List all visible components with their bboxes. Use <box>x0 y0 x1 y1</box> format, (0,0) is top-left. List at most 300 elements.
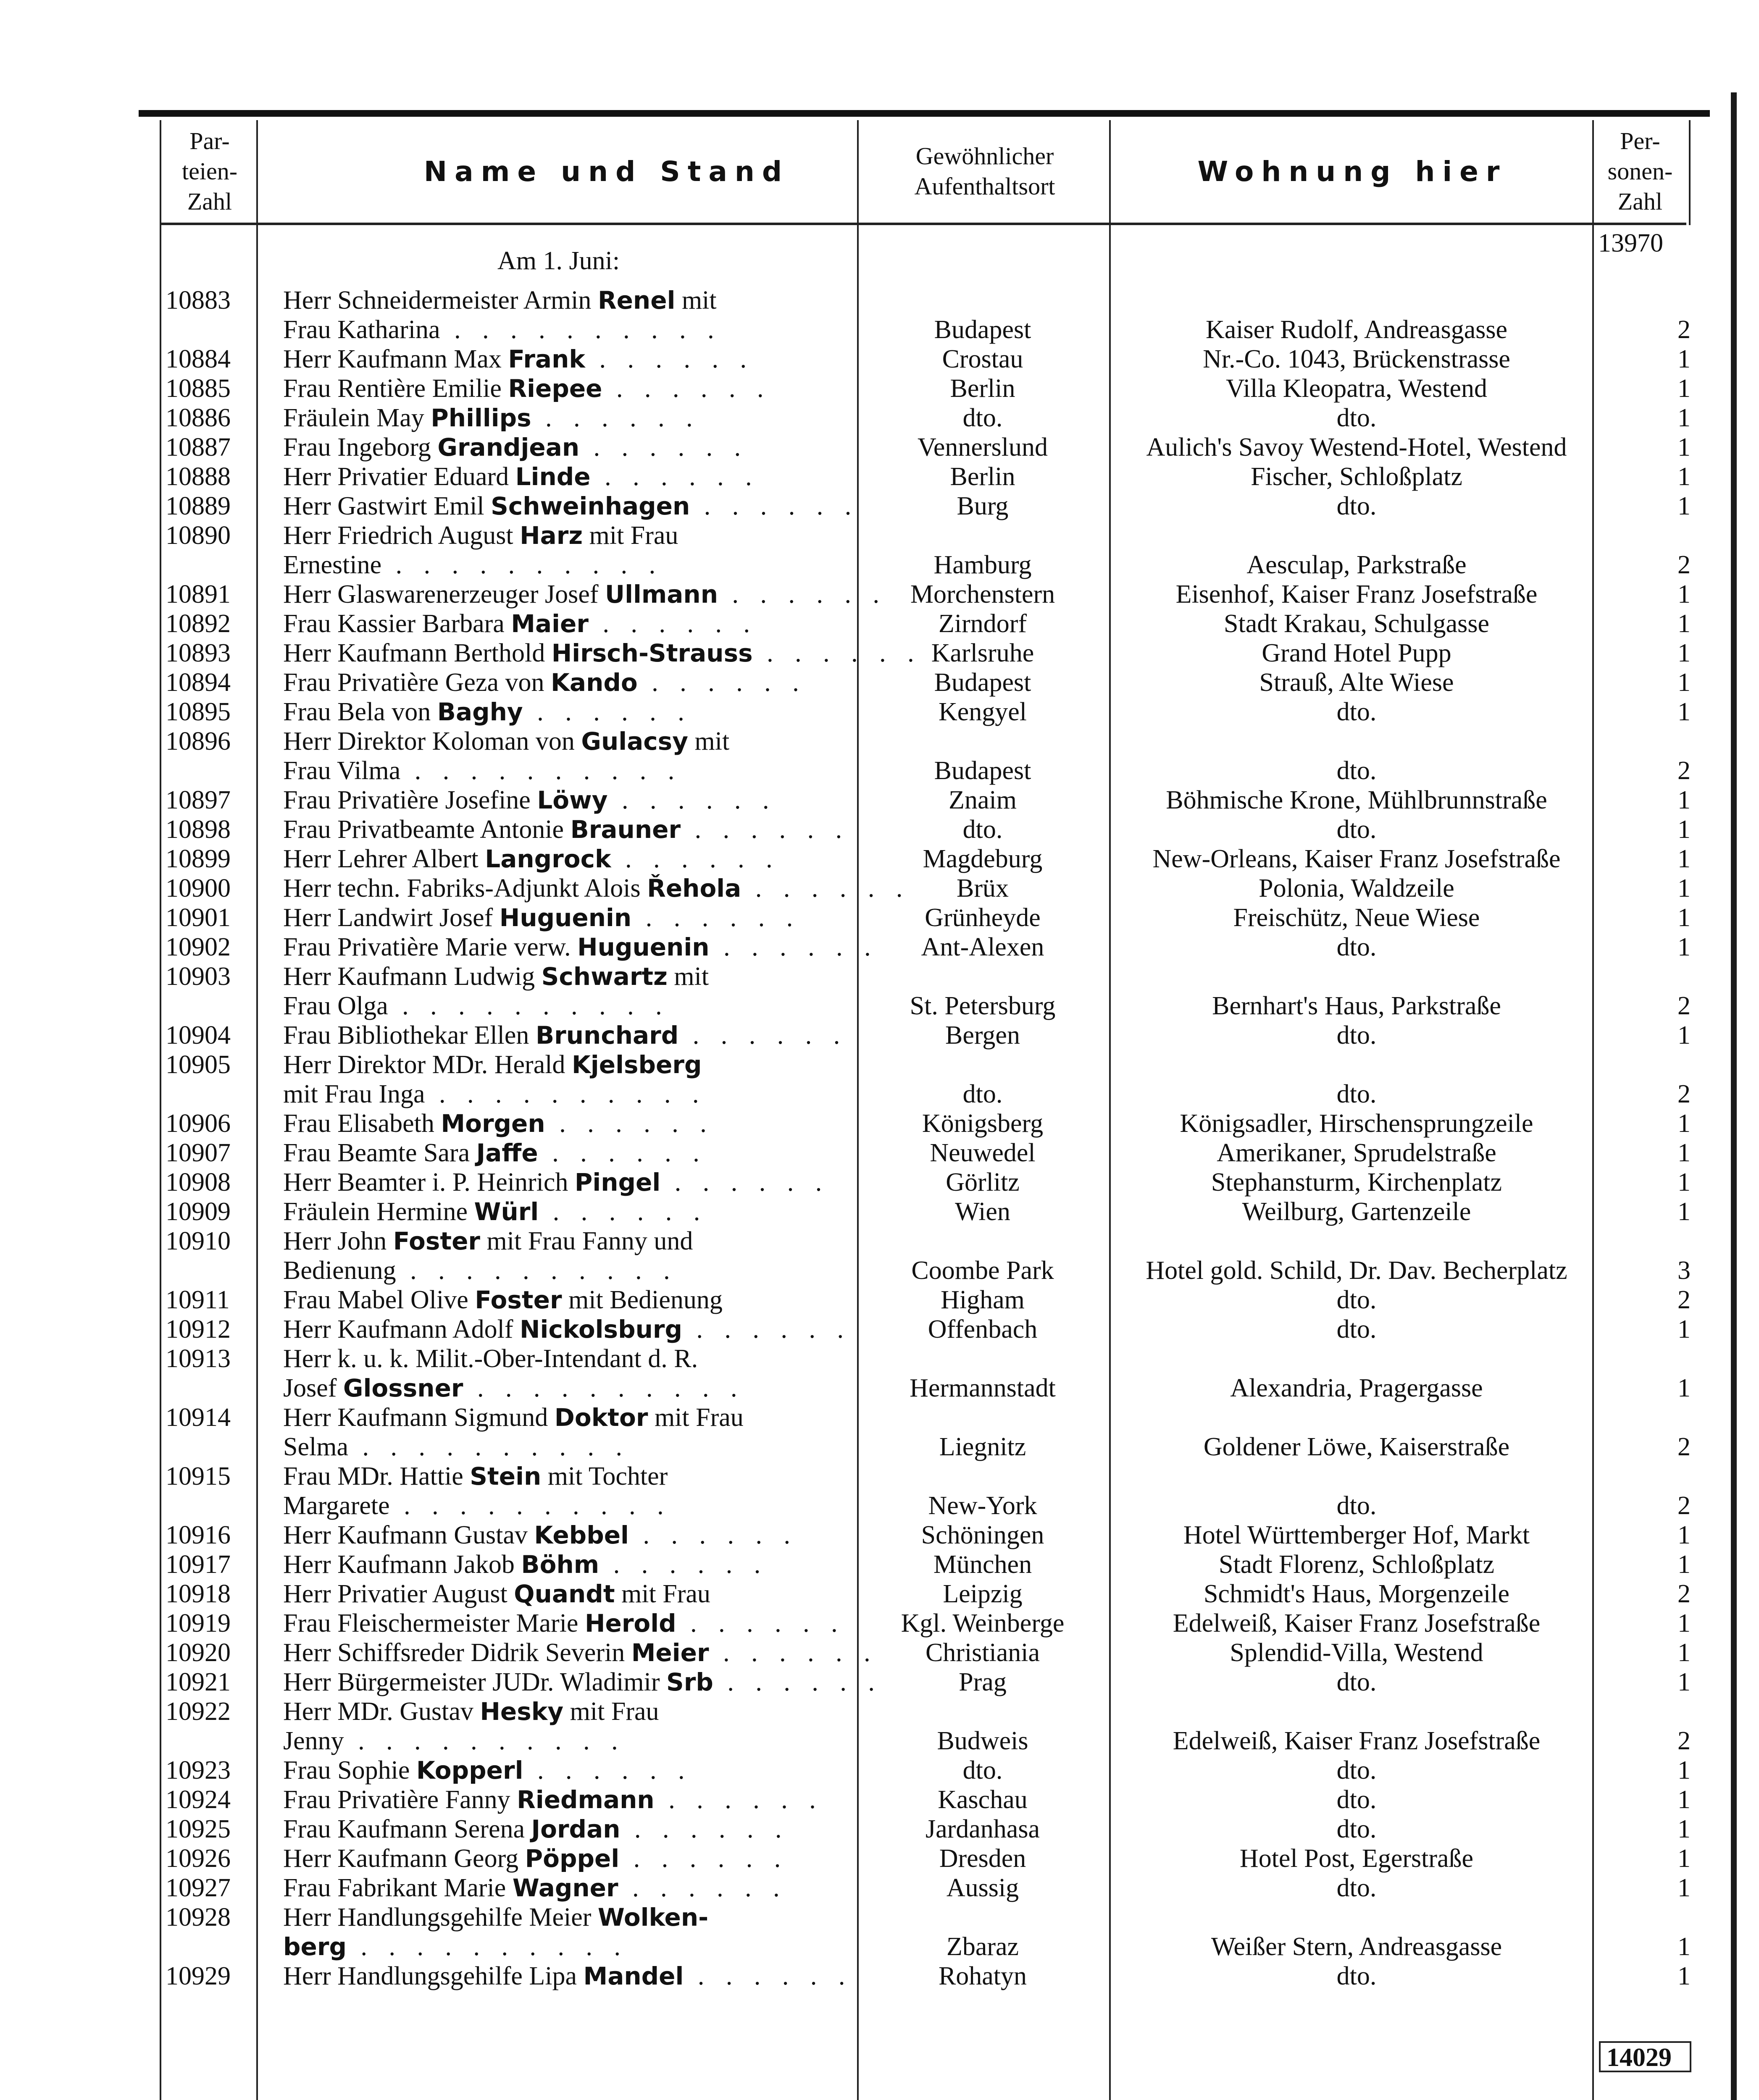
entry-row <box>161 1638 1691 1667</box>
persons-count: 1 <box>1677 609 1691 638</box>
surname: Kjelsberg <box>571 1050 702 1079</box>
leader-dots: . . . . . . <box>709 1638 878 1667</box>
usual-residence: Berlin <box>950 462 1015 491</box>
persons-count: 2 <box>1677 551 1691 579</box>
persons-count: 1 <box>1677 639 1691 667</box>
name-prefix: Frau Fleischermeister Marie <box>283 1609 585 1638</box>
usual-residence: Higham <box>941 1286 1025 1314</box>
persons-count: 1 <box>1677 786 1691 814</box>
local-address: Polonia, Waldzeile <box>1259 874 1454 903</box>
local-address: Freischütz, Neue Wiese <box>1233 903 1480 932</box>
surname: Hesky <box>480 1697 564 1726</box>
usual-residence: Kgl. Weinberge <box>901 1609 1065 1638</box>
surname: Grandjean <box>437 433 580 462</box>
entry-row <box>161 785 1691 815</box>
leader-dots: . . . . . . <box>752 639 922 667</box>
usual-residence: Burg <box>957 492 1009 520</box>
usual-residence: Görlitz <box>946 1168 1020 1197</box>
local-address: dto. <box>1336 1315 1377 1344</box>
persons-count: 2 <box>1677 992 1691 1020</box>
name-prefix: Josef <box>283 1374 343 1402</box>
local-address: Böhmische Krone, Mühlbrunnstraße <box>1166 786 1547 814</box>
party-number: 10904 <box>166 1021 231 1050</box>
surname: Löwy <box>537 786 608 814</box>
persons-count: 1 <box>1677 1021 1691 1050</box>
persons-count: 1 <box>1677 1521 1691 1549</box>
leader-dots: . . . . . . <box>523 1756 692 1785</box>
surname: Baghy <box>437 698 523 726</box>
party-number: 10897 <box>166 786 231 814</box>
entry-row <box>161 697 1691 727</box>
persons-count: 1 <box>1677 1374 1691 1402</box>
entry-row <box>161 1903 1691 1961</box>
local-address: Alexandria, Pragergasse <box>1230 1374 1483 1402</box>
entry-row <box>161 1344 1691 1403</box>
name-prefix: Frau Kaufmann Serena <box>283 1815 531 1843</box>
leader-dots: . . . . . . <box>690 492 859 520</box>
local-address: Aulich's Savoy Westend-Hotel, Westend <box>1146 433 1567 462</box>
name-suffix: mit Bedienung <box>562 1286 723 1314</box>
usual-residence: Magdeburg <box>923 845 1043 873</box>
name-prefix: Frau Mabel Olive <box>283 1286 475 1314</box>
surname: Pöppel <box>525 1844 620 1873</box>
entry-row <box>161 1697 1691 1756</box>
persons-count: 1 <box>1677 1874 1691 1902</box>
name-prefix: Herr Glaswarenerzeuger Josef <box>283 580 605 609</box>
local-address: Schmidt's Haus, Morgenzeile <box>1203 1580 1510 1608</box>
name-suffix: mit Frau <box>583 521 678 550</box>
local-address: Hotel Post, Egerstraße <box>1239 1844 1474 1873</box>
local-address: Bernhart's Haus, Parkstraße <box>1212 992 1501 1020</box>
local-address: Kaiser Rudolf, Andreasgasse <box>1206 315 1507 344</box>
entry-row <box>161 1844 1691 1873</box>
party-number: 10924 <box>166 1785 231 1814</box>
leader-dots: . . . . . . . . . . <box>463 1374 745 1402</box>
leader-dots: . . . . . . <box>620 1815 789 1843</box>
surname: Frank <box>508 345 585 373</box>
persons-count: 1 <box>1677 492 1691 520</box>
local-address: Königsadler, Hirschensprungzeile <box>1180 1109 1533 1138</box>
party-number: 10922 <box>166 1697 231 1726</box>
entry-row <box>161 1109 1691 1138</box>
surname: Foster <box>393 1227 481 1255</box>
persons-count: 1 <box>1677 1609 1691 1638</box>
surname: Kopperl <box>416 1756 523 1785</box>
party-number: 10884 <box>166 345 231 373</box>
name-continuation: Frau Olga <box>283 992 388 1020</box>
party-number: 10889 <box>166 492 231 520</box>
persons-count: 1 <box>1677 374 1691 403</box>
leader-dots: . . . . . . <box>539 1197 708 1226</box>
name-prefix: Herr Lehrer Albert <box>283 845 485 873</box>
local-address: Splendid-Villa, Westend <box>1230 1638 1483 1667</box>
party-number: 10910 <box>166 1227 231 1255</box>
name-prefix: Herr Schneidermeister Armin <box>283 286 598 315</box>
surname: Herold <box>584 1609 676 1638</box>
usual-residence: Rohatyn <box>938 1962 1027 1990</box>
persons-count: 2 <box>1677 1080 1691 1108</box>
local-address: dto. <box>1336 1815 1377 1843</box>
local-address: Hotel gold. Schild, Dr. Dav. Becherplatz <box>1146 1256 1567 1285</box>
surname: Srb <box>666 1668 713 1696</box>
name-prefix: Frau MDr. Hattie <box>283 1462 470 1491</box>
local-address: Grand Hotel Pupp <box>1262 639 1451 667</box>
entry-row <box>161 1961 1691 1991</box>
usual-residence: Jardanhasa <box>926 1815 1040 1843</box>
entry-row <box>161 874 1691 903</box>
usual-residence: Budweis <box>937 1727 1028 1755</box>
surname: berg <box>283 1932 347 1961</box>
usual-residence: Kengyel <box>938 698 1027 726</box>
party-number: 10929 <box>166 1962 231 1990</box>
persons-count: 1 <box>1677 404 1691 432</box>
usual-residence: dto. <box>962 1756 1003 1785</box>
persons-count: 1 <box>1677 1844 1691 1873</box>
persons-count: 2 <box>1677 315 1691 344</box>
name-prefix: Herr Privatier Eduard <box>283 462 515 491</box>
leader-dots: . . . . . . <box>531 404 700 432</box>
name-prefix: Herr Friedrich August <box>283 521 520 550</box>
local-address: dto. <box>1336 815 1377 844</box>
name-prefix: Herr Direktor Koloman von <box>283 727 581 756</box>
surname: Pingel <box>574 1168 661 1197</box>
leader-dots: . . . . . . <box>607 786 777 814</box>
local-address: Weilburg, Gartenzeile <box>1242 1197 1471 1226</box>
leader-dots: . . . . . . . . . . <box>348 1433 630 1461</box>
persons-count: 1 <box>1677 433 1691 462</box>
persons-count: 2 <box>1677 1580 1691 1608</box>
name-prefix: Frau Privatbeamte Antonie <box>283 815 571 844</box>
usual-residence: Schöningen <box>921 1521 1044 1549</box>
local-address: dto. <box>1336 1785 1377 1814</box>
entry-row <box>161 962 1691 1021</box>
leader-dots: . . . . . . <box>538 1139 707 1167</box>
party-number: 10907 <box>166 1139 231 1167</box>
local-address: dto. <box>1336 698 1377 726</box>
entry-row <box>161 1550 1691 1579</box>
name-prefix: Herr Kaufmann Ludwig <box>283 962 542 991</box>
party-number: 10894 <box>166 668 231 697</box>
entry-row <box>161 1168 1691 1197</box>
persons-count: 2 <box>1677 1727 1691 1755</box>
usual-residence: Grünheyde <box>925 903 1041 932</box>
party-number: 10919 <box>166 1609 231 1638</box>
local-address: Goldener Löwe, Kaiserstraße <box>1203 1433 1510 1461</box>
usual-residence: Brüx <box>957 874 1009 903</box>
local-address: dto. <box>1336 492 1377 520</box>
surname: Schwartz <box>541 962 668 991</box>
party-number: 10918 <box>166 1580 231 1608</box>
persons-count: 2 <box>1677 1433 1691 1461</box>
surname: Riedmann <box>517 1785 655 1814</box>
party-number: 10898 <box>166 815 231 844</box>
leader-dots: . . . . . . . . . . <box>346 1932 628 1961</box>
leader-dots: . . . . . . . . . . <box>400 756 682 785</box>
party-number: 10902 <box>166 933 231 961</box>
usual-residence: Prag <box>959 1668 1007 1696</box>
leader-dots: . . . . . . <box>631 903 801 932</box>
persons-count: 1 <box>1677 1197 1691 1226</box>
name-continuation: Bedienung <box>283 1256 396 1285</box>
party-number: 10920 <box>166 1638 231 1667</box>
entry-row <box>161 668 1691 697</box>
local-address: Aesculap, Parkstraße <box>1246 551 1467 579</box>
name-suffix: mit Frau <box>563 1697 659 1726</box>
usual-residence: Bergen <box>945 1021 1020 1050</box>
surname: Hirsch-Strauss <box>551 639 753 667</box>
name-prefix: Frau Bela von <box>283 698 437 726</box>
entry-row <box>161 1814 1691 1844</box>
local-address: dto. <box>1336 1668 1377 1696</box>
entry-row <box>161 1756 1691 1785</box>
local-address: dto. <box>1336 1080 1377 1108</box>
surname: Würl <box>474 1197 539 1226</box>
name-prefix: Herr Kaufmann Berthold <box>283 639 552 667</box>
persons-count: 1 <box>1677 1785 1691 1814</box>
local-address: Weißer Stern, Andreasgasse <box>1211 1932 1502 1961</box>
leader-dots: . . . . . . <box>718 580 887 609</box>
header-persons: Per- sonen- Zahl <box>1594 120 1686 225</box>
name-prefix: Herr Bürgermeister JUDr. Wladimir <box>283 1668 666 1696</box>
name-prefix: Herr Landwirt Josef <box>283 903 500 932</box>
surname: Linde <box>515 462 591 491</box>
usual-residence: Budapest <box>934 668 1031 697</box>
entry-row <box>161 1197 1691 1226</box>
surname: Řehola <box>647 874 741 903</box>
party-number: 10900 <box>166 874 231 903</box>
local-address: Edelweiß, Kaiser Franz Josefstraße <box>1173 1727 1541 1755</box>
leader-dots: . . . . . . <box>545 1109 714 1138</box>
name-prefix: Herr Direktor MDr. Herald <box>283 1050 572 1079</box>
party-number: 10928 <box>166 1903 231 1932</box>
name-suffix: mit Frau <box>615 1580 710 1608</box>
leader-dots: . . . . . . <box>684 1962 853 1990</box>
persons-count: 1 <box>1677 668 1691 697</box>
party-number: 10917 <box>166 1550 231 1579</box>
name-prefix: Frau Beamte Sara <box>283 1139 476 1167</box>
surname: Glossner <box>343 1374 463 1402</box>
name-suffix: mit <box>667 962 709 991</box>
party-number: 10883 <box>166 286 231 315</box>
usual-residence: Offenbach <box>928 1315 1038 1344</box>
register-table <box>160 120 1691 2100</box>
party-number: 10925 <box>166 1815 231 1843</box>
local-address: Eisenhof, Kaiser Franz Josefstraße <box>1175 580 1538 609</box>
name-prefix: Fräulein May <box>283 404 431 432</box>
name-suffix: mit <box>688 727 730 756</box>
local-address: Stephansturm, Kirchenplatz <box>1211 1168 1502 1197</box>
entry-row <box>161 903 1691 932</box>
name-prefix: Frau Privatière Geza von <box>283 668 551 697</box>
leader-dots: . . . . . . <box>660 1168 830 1197</box>
surname: Böhm <box>521 1550 599 1579</box>
leader-dots: . . . . . . <box>678 1021 848 1050</box>
name-prefix: Herr Handlungsgehilfe Meier <box>283 1903 598 1932</box>
name-continuation: mit Frau Inga <box>283 1080 425 1108</box>
persons-count: 1 <box>1677 1756 1691 1785</box>
leader-dots: . . . . . . <box>681 815 850 844</box>
leader-dots: . . . . . . <box>654 1785 823 1814</box>
entry-row <box>161 844 1691 874</box>
party-number: 10909 <box>166 1197 231 1226</box>
name-prefix: Frau Kassier Barbara <box>283 609 511 638</box>
entry-row <box>161 1785 1691 1814</box>
persons-count: 2 <box>1677 1491 1691 1520</box>
party-number: 10908 <box>166 1168 231 1197</box>
surname: Maier <box>511 609 589 638</box>
usual-residence: Christiania <box>925 1638 1040 1667</box>
usual-residence: Leipzig <box>943 1580 1023 1608</box>
surname: Kando <box>550 668 638 697</box>
persons-count: 1 <box>1677 1139 1691 1167</box>
usual-residence: Crostau <box>942 345 1023 373</box>
leader-dots: . . . . . . . . . . <box>425 1080 707 1108</box>
name-prefix: Herr Kaufmann Max <box>283 345 508 373</box>
leader-dots: . . . . . . . . . . <box>396 1256 678 1285</box>
persons-count: 1 <box>1677 462 1691 491</box>
entry-row <box>161 609 1691 638</box>
persons-count: 1 <box>1677 1668 1691 1696</box>
name-prefix: Herr Kaufmann Jakob <box>283 1550 521 1579</box>
party-number: 10893 <box>166 639 231 667</box>
leader-dots: . . . . . . <box>611 845 780 873</box>
usual-residence: Zbaraz <box>946 1932 1019 1961</box>
surname: Kebbel <box>534 1521 629 1549</box>
leader-dots: . . . . . . <box>599 1550 768 1579</box>
leader-dots: . . . . . . <box>682 1315 851 1344</box>
name-prefix: Frau Fabrikant Marie <box>283 1874 513 1902</box>
party-number: 10913 <box>166 1344 231 1373</box>
persons-count: 1 <box>1677 1962 1691 1990</box>
name-prefix: Frau Privatière Fanny <box>283 1785 517 1814</box>
name-prefix: Fräulein Hermine <box>283 1197 474 1226</box>
name-prefix: Frau Elisabeth <box>283 1109 441 1138</box>
party-number: 10903 <box>166 962 231 991</box>
local-address: Villa Kleopatra, Westend <box>1226 374 1487 403</box>
local-address: dto. <box>1336 1874 1377 1902</box>
local-address: Edelweiß, Kaiser Franz Josefstraße <box>1173 1609 1541 1638</box>
local-address: dto. <box>1336 1756 1377 1785</box>
party-number: 10921 <box>166 1668 231 1696</box>
local-address: New-Orleans, Kaiser Franz Josefstraße <box>1152 845 1561 873</box>
name-prefix: Herr Kaufmann Gustav <box>283 1521 534 1549</box>
usual-residence: Liegnitz <box>939 1433 1026 1461</box>
entry-row <box>161 374 1691 403</box>
leader-dots: . . . . . . . . . . <box>389 1491 671 1520</box>
name-prefix: Herr Privatier August <box>283 1580 514 1608</box>
entry-row <box>161 1403 1691 1462</box>
persons-count: 1 <box>1677 1932 1691 1961</box>
local-address: Strauß, Alte Wiese <box>1259 668 1454 697</box>
usual-residence: New-York <box>928 1491 1037 1520</box>
name-prefix: Herr Beamter i. P. Heinrich <box>283 1168 575 1197</box>
local-address: dto. <box>1336 1286 1377 1314</box>
surname: Renel <box>597 286 676 315</box>
page-total: 14029 <box>1599 2041 1691 2072</box>
usual-residence: Budapest <box>934 315 1031 344</box>
name-prefix: Herr Gastwirt Emil <box>283 492 491 520</box>
local-address: dto. <box>1336 1491 1377 1520</box>
party-number: 10906 <box>166 1109 231 1138</box>
leader-dots: . . . . . . . . . . <box>440 315 722 344</box>
leader-dots: . . . . . . . . . . <box>344 1727 626 1755</box>
name-continuation: Selma <box>283 1433 348 1461</box>
name-continuation: Frau Vilma <box>283 756 401 785</box>
persons-count: 2 <box>1677 756 1691 785</box>
carry-over-total: 13970 <box>1598 229 1663 257</box>
leader-dots: . . . . . . <box>676 1609 845 1638</box>
leader-dots: . . . . . . . . . . <box>388 992 670 1020</box>
party-number: 10914 <box>166 1403 231 1432</box>
persons-count: 1 <box>1677 1638 1691 1667</box>
entry-row <box>161 1873 1691 1903</box>
surname: Brunchard <box>535 1021 679 1050</box>
usual-residence: Karlsruhe <box>931 639 1034 667</box>
party-number: 10911 <box>166 1286 230 1314</box>
name-prefix: Herr John <box>283 1227 393 1255</box>
leader-dots: . . . . . . <box>523 698 692 726</box>
header-partei: Par- teien- Zahl <box>161 120 258 225</box>
usual-residence: München <box>933 1550 1032 1579</box>
leader-dots: . . . . . . <box>713 1668 882 1696</box>
name-prefix: Herr Handlungsgehilfe Lipa <box>283 1962 584 1990</box>
entry-row <box>161 1315 1691 1344</box>
surname: Brauner <box>570 815 681 844</box>
usual-residence: Hamburg <box>933 551 1032 579</box>
party-number: 10912 <box>166 1315 231 1344</box>
usual-residence: Ant-Alexen <box>921 933 1044 961</box>
usual-residence: dto. <box>962 815 1003 844</box>
entry-row <box>161 1520 1691 1550</box>
usual-residence: Königsberg <box>922 1109 1044 1138</box>
entry-row <box>161 1226 1691 1285</box>
entry-row <box>161 1609 1691 1638</box>
usual-residence: Neuwedel <box>930 1139 1036 1167</box>
party-number: 10915 <box>166 1462 231 1491</box>
name-continuation: Margarete <box>283 1491 390 1520</box>
surname: Langrock <box>485 845 611 873</box>
name-prefix: Herr Kaufmann Georg <box>283 1844 525 1873</box>
party-number: 10885 <box>166 374 231 403</box>
party-number: 10927 <box>166 1874 231 1902</box>
surname: Riepee <box>508 374 602 403</box>
usual-residence: Berlin <box>950 374 1015 403</box>
local-address: Hotel Württemberger Hof, Markt <box>1183 1521 1530 1549</box>
name-prefix: Frau Privatière Josefine <box>283 786 537 814</box>
name-continuation: Jenny <box>283 1727 344 1755</box>
name-prefix: Frau Ingeborg <box>283 433 438 462</box>
surname: Meier <box>631 1638 709 1667</box>
header-name: Name und Stand <box>258 120 955 225</box>
usual-residence: Dresden <box>939 1844 1026 1873</box>
name-prefix: Herr Kaufmann Adolf <box>283 1315 520 1344</box>
entry-row <box>161 462 1691 491</box>
leader-dots: . . . . . . <box>579 433 749 462</box>
entry-row <box>161 403 1691 433</box>
local-address: Stadt Krakau, Schulgasse <box>1224 609 1489 638</box>
entry-row <box>161 1462 1691 1520</box>
leader-dots: . . . . . . <box>618 1874 787 1902</box>
entry-row <box>161 1050 1691 1109</box>
party-number: 10887 <box>166 433 231 462</box>
name-continuation: Ernestine <box>283 551 382 579</box>
usual-residence: dto. <box>962 1080 1003 1108</box>
usual-residence: Vennerslund <box>918 433 1048 462</box>
entry-row <box>161 580 1691 609</box>
entry-row <box>161 932 1691 962</box>
persons-count: 1 <box>1677 1168 1691 1197</box>
entry-row <box>161 727 1691 785</box>
